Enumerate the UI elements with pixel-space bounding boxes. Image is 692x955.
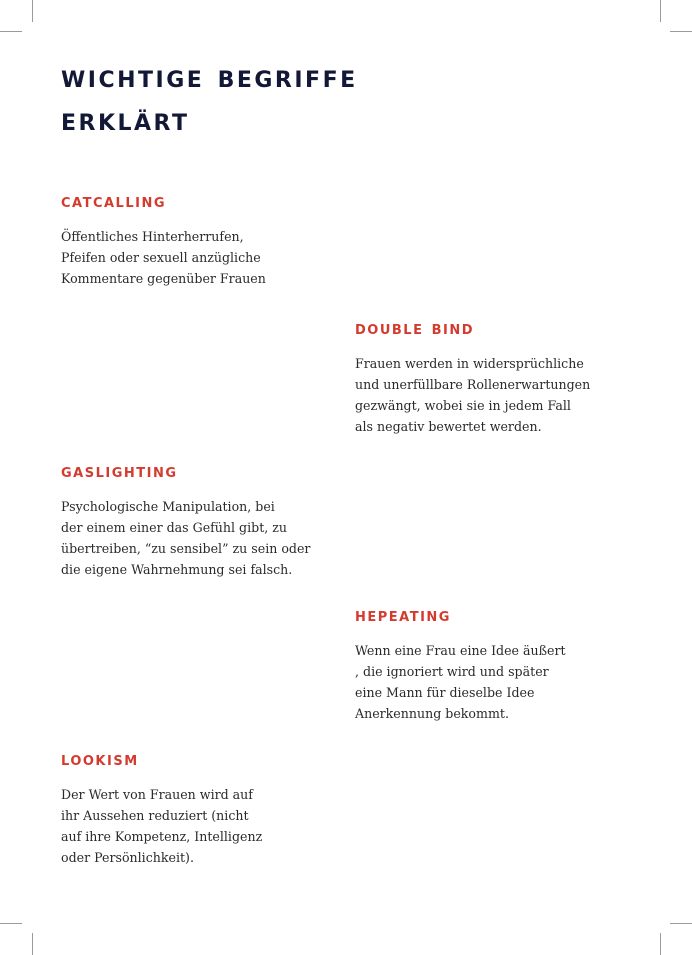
crop-mark-top-left-horizontal: [0, 31, 22, 32]
crop-mark-bottom-right-vertical: [660, 933, 661, 955]
page-title-line-2: erklärt: [61, 102, 190, 138]
crop-mark-top-right-vertical: [660, 0, 661, 22]
crop-mark-bottom-left-horizontal: [0, 923, 22, 924]
term-definition: Wenn eine Frau eine Idee äußert , die ignoriert wird und später eine Mann für dieselbe Idee Anerkennung bekommt.: [355, 643, 566, 721]
term-heading: catcalling: [61, 190, 167, 212]
crop-mark-top-left-vertical: [32, 0, 33, 22]
term-heading: double bind: [355, 317, 475, 339]
term-gaslighting: [61, 459, 351, 580]
page-title: [61, 56, 661, 142]
term-heading: gaslighting: [61, 460, 178, 482]
term-hepeating: [355, 603, 645, 724]
crop-mark-top-right-horizontal: [670, 31, 692, 32]
term-definition: Frauen werden in widersprüchliche und unerfüllbare Rollenerwartungen gezwängt, wobei sie in jedem Fall als negativ bewertet werden.: [355, 356, 591, 434]
term-heading: hepeating: [355, 604, 451, 626]
crop-mark-bottom-left-vertical: [32, 933, 33, 955]
term-catcalling: [61, 189, 351, 289]
term-double-bind: [355, 316, 645, 437]
term-heading: lookism: [61, 748, 139, 770]
term-definition: Öffentliches Hinterherrufen, Pfeifen oder sexuell anzügliche Kommentare gegenüber Frauen: [61, 229, 266, 286]
crop-mark-bottom-right-horizontal: [670, 923, 692, 924]
term-definition: Psychologische Manipulation, bei der einem einer das Gefühl gibt, zu übertreiben, “zu sensibel” zu sein oder die eigene Wahrnehmung sei falsch.: [61, 499, 311, 577]
page-title-line-1: wichtige begriffe: [61, 59, 358, 95]
term-definition: Der Wert von Frauen wird auf ihr Aussehen reduziert (nicht auf ihre Kompetenz, Intelligenz oder Persönlichkeit).: [61, 787, 263, 865]
term-lookism: [61, 747, 351, 868]
